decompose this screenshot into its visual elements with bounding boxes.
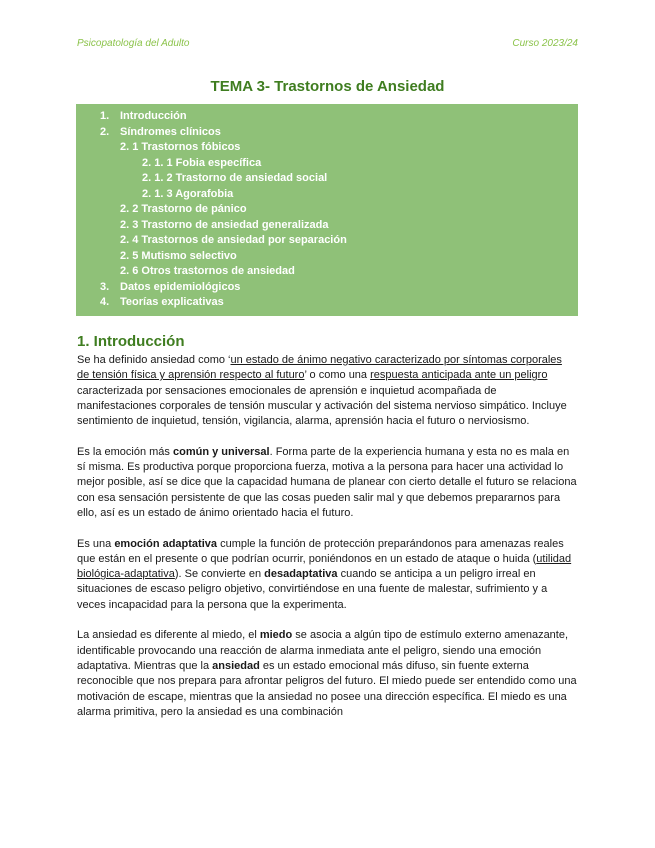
toc-item-label: 2. 1. 2 Trastorno de ansiedad social — [142, 172, 328, 184]
toc-item[interactable] — [100, 125, 221, 141]
document-title: TEMA 3- Trastornos de Ansiedad — [210, 78, 445, 95]
toc-item-number: 3. — [100, 280, 110, 293]
p1-text-c: caracterizada por sensaciones emocionales de aprensión e inquietud acompañada de manifestaciones corporales de tensión muscular y activación del sistema nervioso simpático. Incluye sentimiento de inquietud, tensión, vigilancia, alarma, aprensión hacia el futuro o nerviosismo. — [77, 384, 567, 428]
p4-bold-fear: miedo — [259, 629, 293, 642]
p3-text-c: cumple la función de protección preparándonos para amenazas reales que están en el presente o que podrían ocurrir, poniéndonos en un estado de ataque o huida ( — [77, 537, 564, 565]
toc-item[interactable] — [142, 171, 327, 187]
toc-item[interactable] — [120, 233, 347, 249]
toc-item-label: Teorías explicativas — [120, 296, 224, 308]
p3-text-e: cuando se anticipa a un peligro irreal en situaciones de escaso peligro objetivo, convirtiéndose en una fuente de malestar, sufrimiento y a veces incapacidad para la persona que la experimenta. — [77, 568, 548, 611]
paragraph-3 — [77, 537, 577, 613]
p4-text-a: La ansiedad es diferente al miedo, el — [77, 629, 260, 642]
p4-text-d: es un estado emocional más difuso, sin fuente externa reconocible que nos prepara para afrontar peligros del futuro. El miedo puede ser entendido como una motivación de escape, mientras que la ansiedad no posee una dirección específica. El miedo es una alarma primitiva, pero la ansiedad es una combinación — [77, 659, 577, 718]
paragraph-1 — [77, 353, 577, 429]
toc-item[interactable] — [120, 202, 247, 218]
toc-item[interactable] — [120, 140, 240, 156]
toc-item-label: Introducción — [120, 110, 187, 122]
header-course-name: Psicopatología del Adulto — [77, 38, 190, 49]
toc-item-label: 2. 6 Otros trastornos de ansiedad — [120, 265, 295, 277]
toc-item[interactable] — [100, 280, 240, 296]
paragraph-2 — [77, 445, 577, 521]
paragraph-4 — [77, 628, 577, 720]
p1-text-b: ’ o como una — [304, 369, 371, 382]
p1-text-a: Se ha definido ansiedad como ‘ — [77, 354, 231, 366]
p3-bold-maladaptive: desadaptativa — [264, 568, 338, 581]
p3-text-d: ). Se convierte en — [174, 568, 265, 581]
body-text — [77, 353, 577, 735]
table-of-contents — [76, 104, 578, 316]
p3-bold-adaptive: emoción adaptativa — [114, 537, 218, 550]
p1-underlined-response: respuesta anticipada ante un peligro — [370, 369, 548, 382]
toc-item[interactable] — [120, 264, 295, 280]
toc-item[interactable] — [100, 109, 187, 125]
toc-item-number: 4. — [100, 296, 110, 308]
toc-item-label: 2. 3 Trastorno de ansiedad generalizada — [120, 218, 329, 231]
toc-item-number: 1. — [100, 110, 110, 122]
toc-item-label: 2. 1. 3 Agorafobia — [142, 187, 234, 200]
toc-item[interactable] — [142, 187, 233, 203]
section-heading: 1. Introducción — [77, 333, 185, 350]
p2-bold-term: común y universal — [172, 445, 270, 458]
toc-item-label: 2. 5 Mutismo selectivo — [120, 249, 237, 262]
toc-item-label: 2. 4 Trastornos de ansiedad por separación — [120, 234, 347, 246]
p3-text-a: Es una — [77, 537, 115, 550]
toc-item[interactable] — [120, 218, 328, 234]
p1-underlined-definition: un estado de ánimo negativo caracterizado por síntomas corporales de tensión física y aprensión respecto al futuro — [77, 354, 562, 382]
p4-bold-anxiety: ansiedad — [212, 659, 260, 672]
toc-item-number: 2. — [100, 125, 110, 138]
p3-underlined-utility: utilidad biológica-adaptativa — [77, 552, 572, 581]
toc-item[interactable] — [142, 156, 261, 172]
toc-item-label: Síndromes clínicos — [120, 125, 221, 138]
p2-text-c: . Forma parte de la experiencia humana y esta no es mala en sí misma. Es productiva porque proporciona fuerza, motiva a la persona para hacer una actividad lo mejor posible, así se dice que la capacidad humana de planear con cierto detalle el futuro se relaciona con esa sensación persistente de que las cosas pueden salir mal y que debemos prepararnos para ello, así es un estado de ánimo orientado hacia el futuro. — [77, 445, 577, 519]
p2-text-a: Es la emoción más — [77, 445, 173, 458]
toc-item-label: 2. 1 Trastornos fóbicos — [120, 141, 241, 153]
page-header — [77, 38, 578, 52]
toc-item[interactable] — [120, 249, 237, 265]
p4-text-c: se asocia a algún tipo de estímulo externo amenazante, identificable provocando una reacción de alarma inmediata ante el peligro, siendo una emoción adaptativa. Mientras que la — [77, 629, 569, 672]
toc-item[interactable] — [100, 295, 224, 311]
toc-item-label: Datos epidemiológicos — [120, 280, 241, 293]
header-course-year: Curso 2023/24 — [512, 38, 578, 49]
toc-item-label: 2. 2 Trastorno de pánico — [120, 203, 247, 215]
toc-item-label: 2. 1. 1 Fobia específica — [142, 156, 262, 169]
